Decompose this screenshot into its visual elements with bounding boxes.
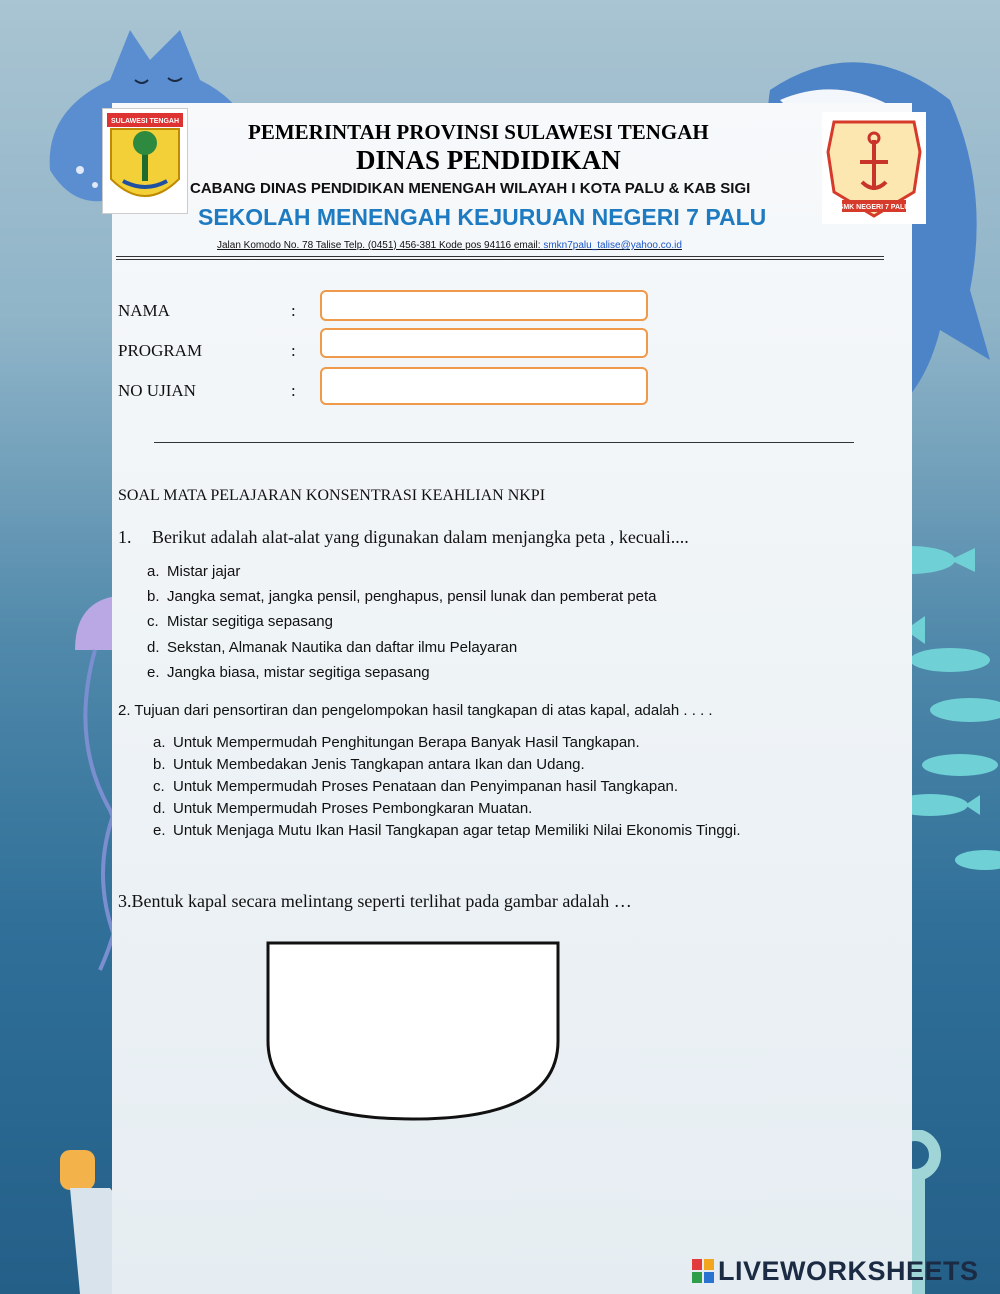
option-text: Sekstan, Almanak Nautika dan daftar ilmu Pelayaran: [167, 639, 518, 656]
option-key: a.: [147, 563, 160, 580]
no-ujian-input[interactable]: [320, 367, 648, 405]
option-key: b.: [153, 756, 166, 773]
option-text: Untuk Mempermudah Penghitungan Berapa Banyak Hasil Tangkapan.: [173, 734, 640, 751]
email-link[interactable]: smkn7palu_talise@yahoo.co.id: [543, 240, 682, 251]
header-branch: CABANG DINAS PENDIDIKAN MENENGAH WILAYAH I KOTA PALU & KAB SIGI: [190, 180, 751, 197]
no-ujian-label: NO UJIAN: [118, 381, 196, 400]
liveworksheets-logo-icon: [692, 1259, 714, 1283]
question-1-number: 1.: [118, 527, 132, 547]
program-label: PROGRAM: [118, 341, 203, 360]
option-text: Untuk Mempermudah Proses Penataan dan Penyimpanan hasil Tangkapan.: [173, 778, 679, 795]
program-input[interactable]: [320, 328, 648, 358]
smk-negeri-7-palu-logo: [822, 112, 926, 224]
question-1-text: Berikut adalah alat-alat yang digunakan dalam menjangka peta , kecuali....: [152, 527, 689, 547]
option-key: c.: [153, 778, 165, 795]
option-text: Jangka semat, jangka pensil, penghapus, pensil lunak dan pemberat peta: [167, 588, 657, 605]
address-text: Jalan Komodo No. 78 Talise Telp. (0451) 456-381 Kode pos 94116 email:: [217, 240, 544, 251]
nama-label: NAMA: [118, 301, 170, 320]
q1-option-d[interactable]: [147, 639, 517, 656]
option-key: c.: [147, 613, 159, 630]
logo-right-text: SMK NEGERI 7 PALU: [838, 204, 910, 211]
section-title: SOAL MATA PELAJARAN KONSENTRASI KEAHLIAN NKPI: [118, 487, 546, 504]
question-3: 3.Bentuk kapal secara melintang seperti terlihat pada gambar adalah …: [118, 891, 632, 911]
logo-left-text: SULAWESI TENGAH: [110, 118, 180, 125]
question-1: [118, 527, 689, 548]
q1-option-e[interactable]: [147, 664, 430, 681]
nama-colon: :: [291, 301, 296, 320]
q2-option-a[interactable]: [153, 734, 640, 751]
q1-option-b[interactable]: [147, 588, 657, 605]
header-divider-top: [116, 256, 884, 257]
option-text: Untuk Mempermudah Proses Pembongkaran Muatan.: [173, 800, 533, 817]
q2-option-c[interactable]: [153, 778, 678, 795]
no-ujian-colon: :: [291, 381, 296, 400]
school-address: [217, 240, 682, 251]
crest-icon: [103, 109, 187, 213]
header-divider-bottom: [116, 259, 884, 260]
ship-cross-section-figure: [266, 941, 562, 1123]
option-text: Untuk Membedakan Jenis Tangkapan antara Ikan dan Udang.: [173, 756, 585, 773]
option-key: b.: [147, 588, 160, 605]
option-key: e.: [153, 822, 166, 839]
q2-option-e[interactable]: [153, 822, 741, 839]
school-name: SEKOLAH MENENGAH KEJURUAN NEGERI 7 PALU: [198, 204, 767, 230]
q1-option-a[interactable]: [147, 563, 240, 580]
option-text: Jangka biasa, mistar segitiga sepasang: [167, 664, 430, 681]
nama-input[interactable]: [320, 290, 648, 321]
option-text: Untuk Menjaga Mutu Ikan Hasil Tangkapan agar tetap Memiliki Nilai Ekonomis Tinggi.: [173, 822, 741, 839]
form-divider: [154, 442, 854, 443]
q2-option-b[interactable]: [153, 756, 585, 773]
question-2: 2. Tujuan dari pensortiran dan pengelompokan hasil tangkapan di atas kapal, adalah . . . .: [118, 702, 713, 719]
header-department: DINAS PENDIDIKAN: [356, 145, 621, 175]
liveworksheets-brand[interactable]: LIVEWORKSHEETS: [718, 1256, 979, 1286]
option-key: d.: [153, 800, 166, 817]
q1-option-c[interactable]: [147, 613, 333, 630]
program-colon: :: [291, 341, 296, 360]
q2-option-d[interactable]: [153, 800, 532, 817]
school-crest-icon: [822, 112, 926, 224]
header-government: PEMERINTAH PROVINSI SULAWESI TENGAH: [248, 120, 709, 144]
sulawesi-tengah-logo: [102, 108, 188, 214]
option-key: d.: [147, 639, 160, 656]
option-key: a.: [153, 734, 166, 751]
option-key: e.: [147, 664, 160, 681]
option-text: Mistar jajar: [167, 563, 241, 580]
option-text: Mistar segitiga sepasang: [167, 613, 333, 630]
